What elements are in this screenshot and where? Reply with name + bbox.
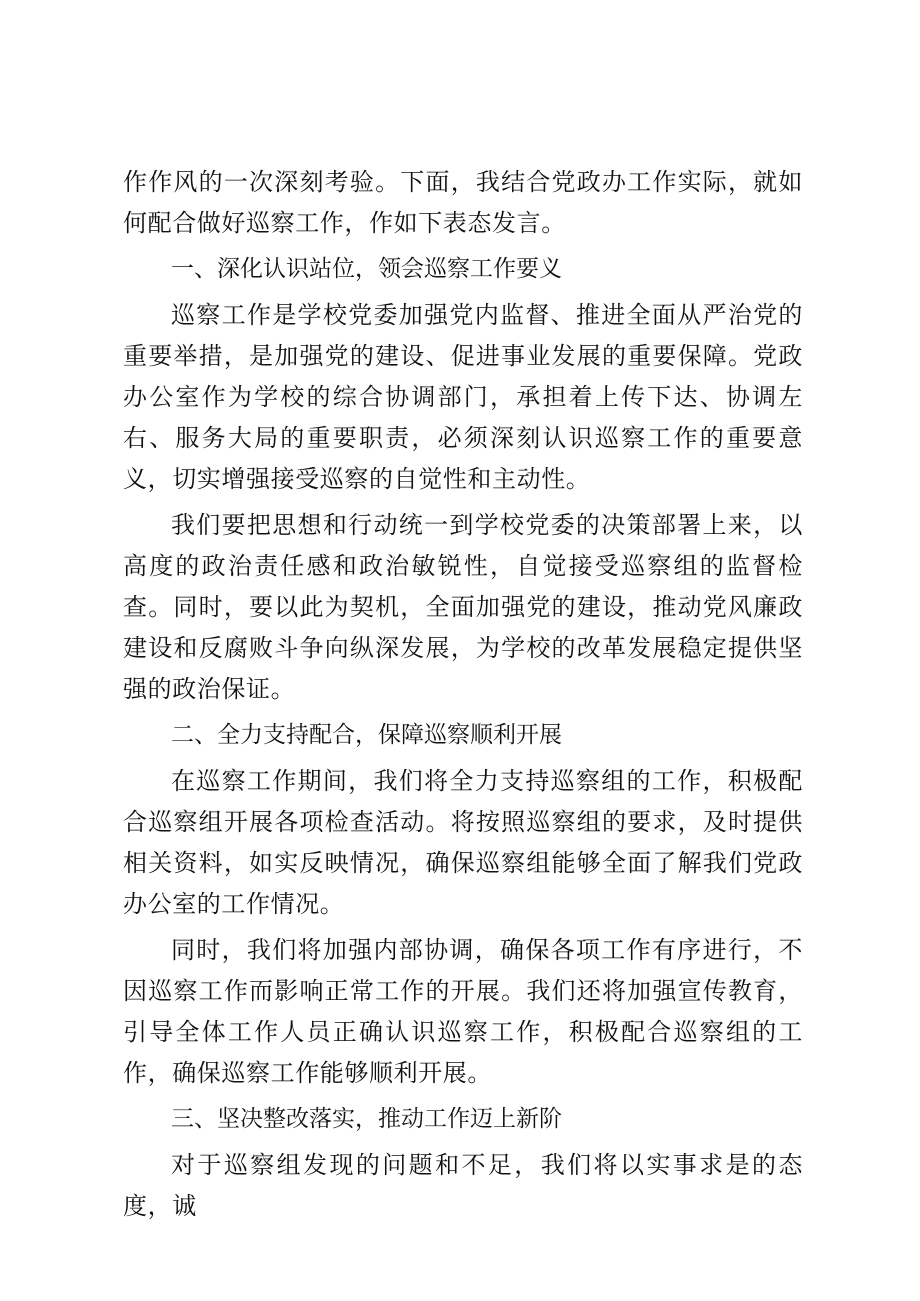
section-heading-3: 三、坚决整改落实，推动工作迈上新阶 [171,1106,562,1132]
paragraph-1-1: 巡察工作是学校党委加强党内监督、推进全面从严治党的重要举措，是加强党的建设、促进事业发展的重要保障。党政办公室作为学校的综合协调部门，承担着上传下达、协调左右、服务大局的重要职责，必须深刻认识巡察工作的重要意义，切实增强接受巡察的自觉性和主动性。 [123,301,803,493]
paragraph-intro-continued: 作作风的一次深刻考验。下面，我结合党政办工作实际，就如何配合做好巡察工作，作如下表态发言。 [123,168,803,237]
paragraph-2-1: 在巡察工作期间，我们将全力支持巡察组的工作，积极配合巡察组开展各项检查活动。将按照巡察组的要求，及时提供相关资料，如实反映情况，确保巡察组能够全面了解我们党政办公室的工作情况。 [123,767,803,918]
section-heading-2: 二、全力支持配合，保障巡察顺利开展 [171,722,562,748]
paragraph-2-2: 同时，我们将加强内部协调，确保各项工作有序进行，不因巡察工作而影响正常工作的开展。我们还将加强宣传教育，引导全体工作人员正确认识巡察工作，积极配合巡察组的工作，确保巡察工作能够顺利开展。 [123,936,803,1087]
paragraph-3-1: 对于巡察组发现的问题和不足，我们将以实事求是的态度，诚 [123,1151,803,1220]
paragraph-1-2: 我们要把思想和行动统一到学校党委的决策部署上来，以高度的政治责任感和政治敏锐性，自觉接受巡察组的监督检查。同时，要以此为契机，全面加强党的建设，推动党风廉政建设和反腐败斗争向纵深发展，为学校的改革发展稳定提供坚强的政治保证。 [123,511,803,703]
section-heading-1: 一、深化认识站位，领会巡察工作要义 [171,256,562,282]
document-body [123,162,803,1232]
